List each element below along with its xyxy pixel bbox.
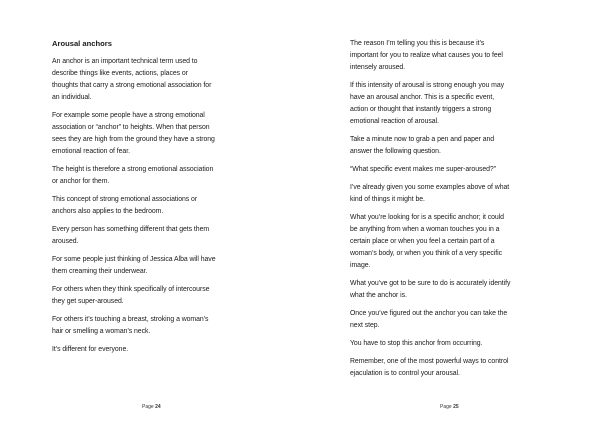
page-label: Page xyxy=(142,404,154,410)
paragraph: For example some people have a strong emotional association or “anchor” to heights. When that person sees they are high from the ground they have a strong emotional reaction of fear. xyxy=(52,112,215,155)
paragraph: An anchor is an important technical term used to describe things like events, actions, places or thoughts that carry a strong emotional association for an individual. xyxy=(52,58,212,101)
paragraph: Take a minute now to grab a pen and paper and answer the following question. xyxy=(350,136,495,155)
paragraph: The reason I’m telling you this is because it’s important for you to realize what causes you to feel intensely aroused. xyxy=(350,40,503,71)
paragraph: Every person has something different that gets them aroused. xyxy=(52,226,210,245)
paragraph: For some people just thinking of Jessica Alba will have them creaming their underwear. xyxy=(52,256,216,275)
paragraph: Once you’ve figured out the anchor you can take the next step. xyxy=(350,310,508,329)
page-number: 24 xyxy=(155,404,161,410)
page-label: Page xyxy=(440,404,452,410)
paragraph: This concept of strong emotional associations or anchors also applies to the bedroom. xyxy=(52,196,198,215)
page-footer xyxy=(142,404,161,410)
right-page xyxy=(300,0,600,424)
paragraph: I’ve already given you some examples above of what kind of things it might be. xyxy=(350,184,510,203)
paragraph: The height is therefore a strong emotional association or anchor for them. xyxy=(52,166,214,185)
section-heading: Arousal anchors xyxy=(52,39,112,48)
page-number: 25 xyxy=(453,404,459,410)
paragraph: Remember, one of the most powerful ways to control ejaculation is to control your arousal. xyxy=(350,358,509,377)
paragraph: What you’re looking for is a specific anchor; it could be anything from when a woman touches you in a certain place or when you feel a certain part of a woman’s body, or when you think of a very specific image. xyxy=(350,214,504,269)
left-page-content xyxy=(52,38,262,362)
paragraph: What you’ve got to be sure to do is accurately identify what the anchor is. xyxy=(350,280,511,299)
paragraph: For others when they think specifically of intercourse they get super-aroused. xyxy=(52,286,210,305)
right-page-content xyxy=(350,38,560,386)
paragraph: If this intensity of arousal is strong enough you may have an arousal anchor. This is a specific event, action or thought that instantly triggers a strong emotional reaction of arousal. xyxy=(350,82,505,125)
page-footer xyxy=(440,404,459,410)
paragraph: You have to stop this anchor from occurring. xyxy=(350,340,483,347)
paragraph: “What specific event makes me super-aroused?” xyxy=(350,166,496,173)
paragraph: For others it’s touching a breast, stroking a woman’s hair or smelling a woman’s neck. xyxy=(52,316,209,335)
paragraph: It’s different for everyone. xyxy=(52,346,129,353)
